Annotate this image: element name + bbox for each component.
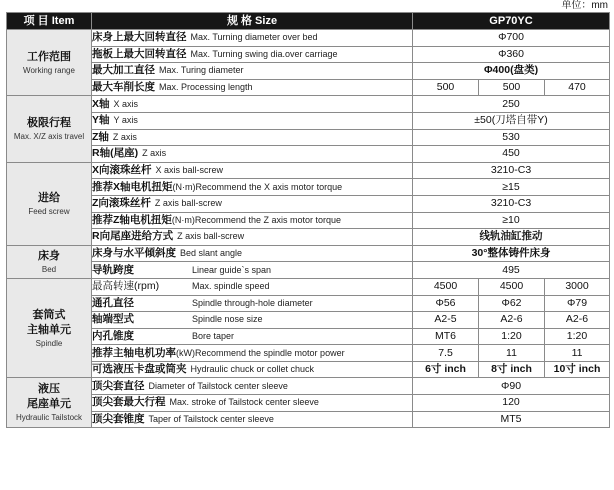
table-row (7, 395, 610, 412)
category-label-zh: 极限行程 (27, 117, 71, 130)
spec-value: 1:20 (479, 328, 545, 345)
spec-value: ≥10 (413, 212, 610, 229)
table-row (7, 162, 610, 179)
category-bed (7, 245, 92, 278)
spec-value: Φ700 (413, 30, 610, 47)
category-label-en: Bed (41, 264, 57, 274)
header-size: 规 格 Size (92, 13, 413, 30)
header-item: 项 目 Item (7, 13, 92, 30)
table-row (7, 96, 610, 113)
table-row (7, 146, 610, 163)
table-row (7, 229, 610, 246)
category-label-zh: 床身 (38, 249, 60, 262)
category-label-zh: 尾座单元 (27, 398, 71, 411)
spec-value: A2-6 (479, 312, 545, 329)
spec-value: 4500 (479, 278, 545, 295)
header-row (7, 13, 610, 30)
spec-label: Z向滚珠丝杆 Z axis ball-screw (92, 195, 413, 212)
spec-label: 最大车削长度 Max. Processing length (92, 79, 413, 96)
spec-label: 顶尖套锥度 Taper of Tailstock center sleeve (92, 411, 413, 428)
category-label-zh: 进给 (38, 191, 60, 204)
spec-label: 最大加工直径 Max. Turing diameter (92, 63, 413, 80)
spec-value: 8寸 inch (479, 361, 545, 378)
spec-label: 床身上最大回转直径 Max. Turning diameter over bed (92, 30, 413, 47)
spec-value: 120 (413, 395, 610, 412)
table-row (7, 129, 610, 146)
spec-label: 顶尖套最大行程 Max. stroke of Tailstock center sleeve (92, 395, 413, 412)
header-model: GP70YC (413, 13, 610, 30)
spec-value: 11 (545, 345, 610, 362)
table-row (7, 212, 610, 229)
category-label-zh: 套筒式 (32, 308, 66, 321)
spec-value: 495 (413, 262, 610, 279)
spec-value: 3210-C3 (413, 195, 610, 212)
table-row (7, 378, 610, 395)
category-label-en: Max. X/Z axis travel (13, 132, 85, 142)
spec-value: 10寸 inch (545, 361, 610, 378)
spec-label: 可选液压卡盘或筒夹 Hydraulic chuck or collet chuck (92, 361, 413, 378)
table-row (7, 278, 610, 295)
spec-table (6, 12, 610, 428)
spec-label: Y轴 Y axis (92, 112, 413, 129)
table-row (7, 312, 610, 329)
category-spindle (7, 278, 92, 378)
table-row (7, 345, 610, 362)
spec-label: R向尾座进给方式 Z axis ball-screw (92, 229, 413, 246)
category-label-en: Spindle (35, 338, 63, 348)
spec-label: X轴 X axis (92, 96, 413, 113)
spec-value: 线轨油缸推动 (413, 229, 610, 246)
category-working-range (7, 30, 92, 96)
table-row (7, 195, 610, 212)
unit-label: 单位：mm (561, 0, 608, 11)
spec-value: 470 (545, 79, 610, 96)
spec-value: A2-6 (545, 312, 610, 329)
spec-value: 450 (413, 146, 610, 163)
spec-label: 顶尖套直径 Diameter of Tailstock center sleeve (92, 378, 413, 395)
spec-label: 推荐X轴电机扭矩(N·m)Recommend the X axis motor torque (92, 179, 413, 196)
spec-value: Φ400(盘类) (413, 63, 610, 80)
table-row (7, 46, 610, 63)
spec-label: 轴端型式 Spindle nose size (92, 312, 413, 329)
spec-label: 内孔锥度 Bore taper (92, 328, 413, 345)
spec-label: X向滚珠丝杆 X axis ball-screw (92, 162, 413, 179)
spec-value: Φ90 (413, 378, 610, 395)
table-row (7, 179, 610, 196)
category-label-en: Working range (23, 65, 75, 75)
category-feed (7, 162, 92, 245)
table-row (7, 112, 610, 129)
spec-value: 530 (413, 129, 610, 146)
spec-label: Z轴 Z axis (92, 129, 413, 146)
spec-label: 推荐主轴电机功率(kW)Recommend the spindle motor power (92, 345, 413, 362)
spec-value: 30°整体铸件床身 (413, 245, 610, 262)
category-label-zh: 液压 (38, 383, 60, 396)
spec-value: 6寸 inch (413, 361, 479, 378)
spec-value: 3000 (545, 278, 610, 295)
spec-value: 1:20 (545, 328, 610, 345)
spec-value: MT6 (413, 328, 479, 345)
spec-value: 250 (413, 96, 610, 113)
spec-label: 导轨跨度 Linear guide`s span (92, 262, 413, 279)
spec-label: 拖板上最大回转直径 Max. Turning swing dia.over carriage (92, 46, 413, 63)
table-row (7, 79, 610, 96)
spec-label: 床身与水平倾斜度 Bed slant angle (92, 245, 413, 262)
spec-value: ≥15 (413, 179, 610, 196)
spec-value: 11 (479, 345, 545, 362)
category-label-en: Hydraulic Tailstock (15, 413, 83, 423)
spec-label: 最高转速(rpm) Max. spindle speed (92, 278, 413, 295)
spec-value: Φ79 (545, 295, 610, 312)
table-row (7, 411, 610, 428)
spec-value: 4500 (413, 278, 479, 295)
category-label-zh: 主轴单元 (27, 323, 71, 336)
table-row (7, 63, 610, 80)
table-row (7, 361, 610, 378)
spec-value: A2-5 (413, 312, 479, 329)
table-row (7, 245, 610, 262)
spec-value: Φ56 (413, 295, 479, 312)
spec-value: 3210-C3 (413, 162, 610, 179)
spec-value: ±50(刀塔自带Y) (413, 112, 610, 129)
table-row (7, 30, 610, 47)
spec-label: 通孔直径 Spindle through-hole diameter (92, 295, 413, 312)
spec-value: MT5 (413, 411, 610, 428)
category-tailstock (7, 378, 92, 428)
spec-value: 500 (479, 79, 545, 96)
category-label-zh: 工作范围 (27, 50, 71, 63)
category-travel (7, 96, 92, 162)
spec-label: R轴(尾座) Z axis (92, 146, 413, 163)
spec-value: 7.5 (413, 345, 479, 362)
category-label-en: Feed screw (28, 206, 70, 216)
spec-label: 推荐Z轴电机扭矩(N·m)Recommend the Z axis motor torque (92, 212, 413, 229)
spec-value: Φ360 (413, 46, 610, 63)
spec-value: Φ62 (479, 295, 545, 312)
table-row (7, 262, 610, 279)
table-row (7, 328, 610, 345)
spec-value: 500 (413, 79, 479, 96)
table-row (7, 295, 610, 312)
